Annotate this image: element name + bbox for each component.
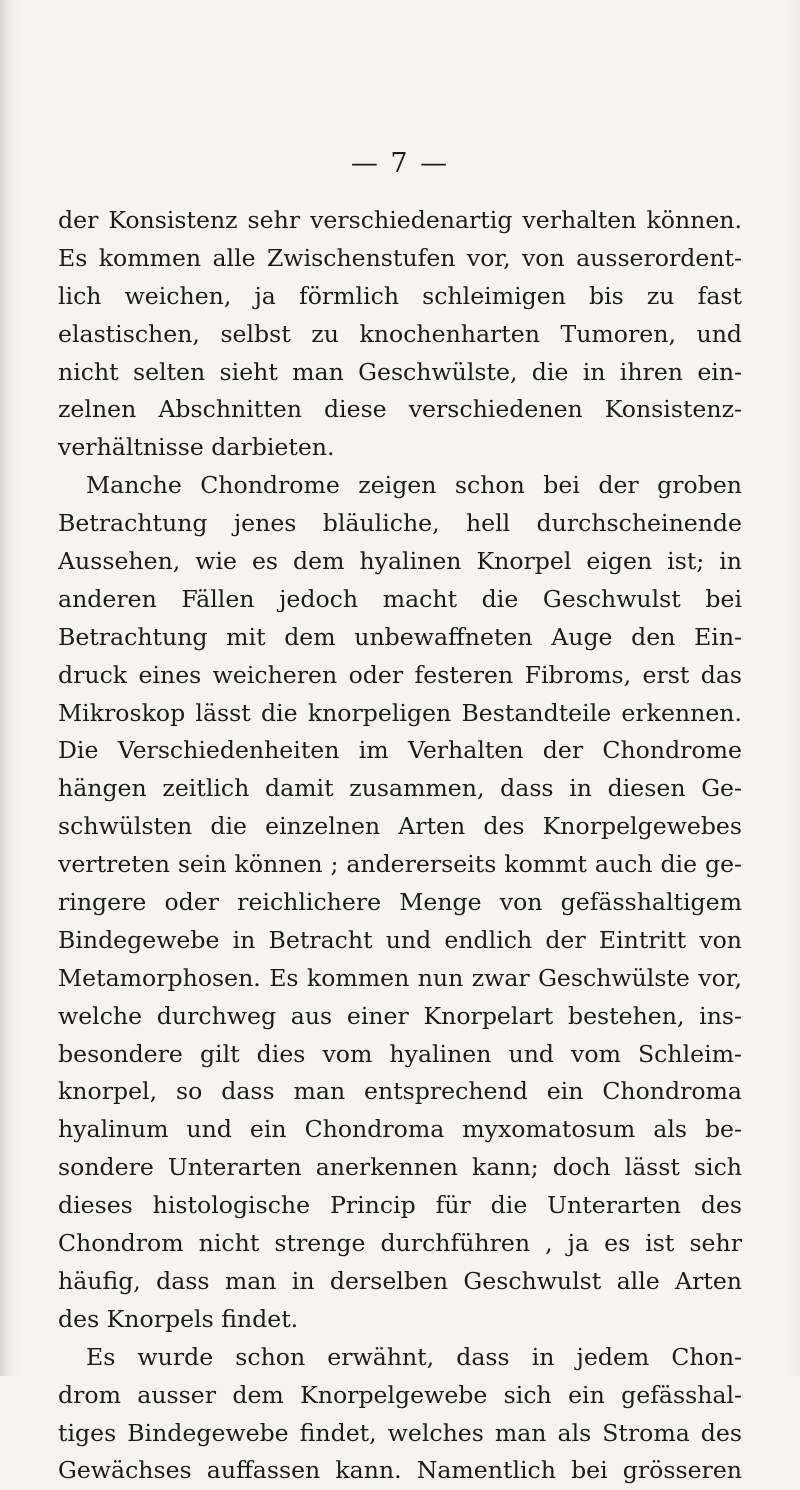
page-number: — 7 — <box>350 148 450 179</box>
text-line: ringere oder reichlichere Menge von gefässhaltigem <box>58 888 742 917</box>
text-line: Es wurde schon erwähnt, dass in jedem Chon- <box>86 1342 742 1371</box>
text-line: knorpel, so dass man entsprechend ein Chondroma <box>58 1077 742 1106</box>
text-line: welche durchweg aus einer Knorpelart bestehen, ins- <box>58 1001 742 1030</box>
text-line: hängen zeitlich damit zusammen, dass in diesen Ge- <box>58 774 742 803</box>
text-line: besondere gilt dies vom hyalinen und vom Schleim- <box>58 1039 742 1068</box>
text-line: druck eines weicheren oder festeren Fibroms, erst das <box>58 660 742 689</box>
text-line: nicht selten sieht man Geschwülste, die in ihren ein- <box>58 357 742 386</box>
text-line: lich weichen, ja förmlich schleimigen bis zu fast <box>58 281 742 310</box>
text-line: der Konsistenz sehr verschiedenartig verhalten können. <box>58 206 742 234</box>
text-line: Betrachtung mit dem unbewaffneten Auge den Ein- <box>58 622 742 651</box>
text-line: anderen Fällen jedoch macht die Geschwulst bei <box>58 584 742 613</box>
text-line: häufig, dass man in derselben Geschwulst alle Arten <box>58 1266 742 1295</box>
text-line: Chondrom nicht strenge durchführen , ja es ist sehr <box>58 1229 742 1258</box>
text-line: hyalinum und ein Chondroma myxomatosum als be- <box>58 1115 742 1144</box>
text-line: schwülsten die einzelnen Arten des Knorpelgewebes <box>58 812 742 841</box>
text-line: des Knorpels findet. <box>58 1304 299 1333</box>
text-line: Bindegewebe in Betracht und endlich der Eintritt von <box>58 925 742 954</box>
text-line: vertreten sein können ; andererseits kommt auch die ge- <box>58 850 742 879</box>
text-line: sondere Unterarten anerkennen kann; doch lässt sich <box>58 1153 742 1182</box>
text-line: tiges Bindegewebe findet, welches man als Stroma des <box>58 1418 742 1447</box>
text-line: Aussehen, wie es dem hyalinen Knorpel eigen ist; in <box>58 547 742 576</box>
text-line: verhältnisse darbieten. <box>58 433 335 462</box>
text-line: Metamorphosen. Es kommen nun zwar Geschwülste vor, <box>58 963 742 992</box>
text-line: Es kommen alle Zwischenstufen vor, von ausserordent- <box>58 243 742 272</box>
text-line: Manche Chondrome zeigen schon bei der groben <box>86 471 742 500</box>
text-line: Mikroskop lässt die knorpeligen Bestandteile erkennen. <box>58 698 742 727</box>
body-text <box>58 202 742 1490</box>
text-line: Gewächses auffassen kann. Namentlich bei grösseren <box>58 1456 742 1485</box>
text-line: Die Verschiedenheiten im Verhalten der Chondrome <box>58 736 742 765</box>
text-line: elastischen, selbst zu knochenharten Tumoren, und <box>58 319 742 348</box>
text-line: drom ausser dem Knorpelgewebe sich ein gefässhal- <box>58 1380 742 1409</box>
text-line: zelnen Abschnitten diese verschiedenen Konsistenz- <box>58 395 742 424</box>
text-line: dieses histologische Princip für die Unterarten des <box>58 1191 742 1220</box>
text-line: Betrachtung jenes bläuliche, hell durchscheinende <box>58 509 742 538</box>
